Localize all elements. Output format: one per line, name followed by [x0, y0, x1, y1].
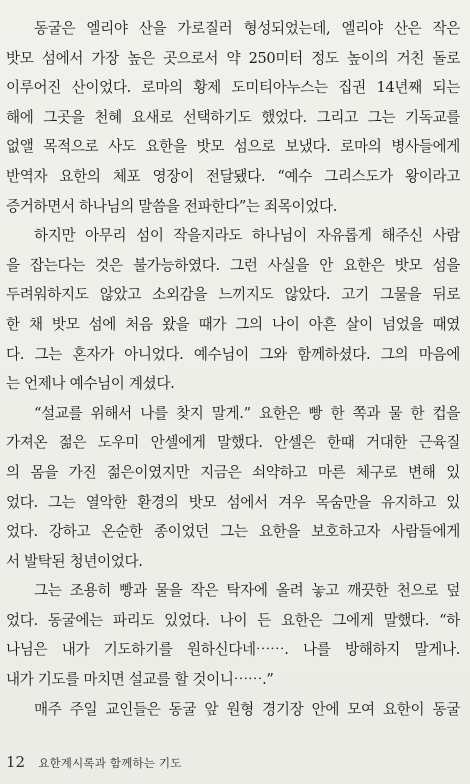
text-line: 가져온 젊은 도우미 안셀에게 말했다. 안셀은 한때 거대한 근육질: [6, 434, 460, 452]
text-line: 는 언제나 예수님이 계셨다.: [6, 375, 175, 393]
text-line: 었다. 그는 열악한 환경의 밧모 섬에서 겨우 목숨만을 유지하고 있: [6, 493, 460, 511]
page-footer: [6, 752, 182, 772]
body-text: [6, 14, 460, 724]
text-line: 밧모 섬에서 가장 높은 곳으로서 약 250미터 정도 높이의 거친 돌로: [6, 49, 460, 67]
page-number: 12: [6, 753, 26, 771]
text-line: 한 채 밧모 섬에 처음 왔을 때가 그의 나이 아흔 살이 넘었을 때였: [6, 315, 460, 333]
text-line: 반역자 요한의 체포 영장이 전달됐다. “예수 그리스도가 왕이라고: [6, 167, 460, 185]
text-line: 매주 주일 교인들은 동굴 앞 원형 경기장 안에 모여 요한이 동굴: [34, 700, 460, 718]
text-line: 없앨 목적으로 사도 요한을 밧모 섬으로 보냈다. 로마의 병사들에게: [6, 138, 460, 156]
text-line: 증거하면서 하나님의 말씀을 전파한다”는 죄목이었다.: [6, 197, 338, 215]
text-line: 내가 기도를 마치면 설교를 할 것이니⋯⋯.”: [6, 671, 274, 689]
text-line: 하지만 아무리 섬이 작을지라도 하나님이 자유롭게 해주신 사람: [34, 227, 460, 245]
text-line: 다. 그는 혼자가 아니었다. 예수님이 그와 함께하셨다. 그의 마음에: [6, 345, 460, 363]
running-title: 요한계시록과 함께하는 기도: [38, 756, 182, 770]
text-line: “설교를 위해서 나를 찾지 말게.” 요한은 빵 한 쪽과 물 한 컵을: [34, 404, 460, 422]
text-line: 그는 조용히 빵과 물을 작은 탁자에 올려 놓고 깨끗한 천으로 덮: [34, 582, 460, 600]
text-line: 나님은 내가 기도하기를 원하신다네⋯⋯. 나를 방해하지 말게나.: [6, 641, 460, 659]
text-line: 서 발탁된 청년이었다.: [6, 552, 143, 570]
text-line: 이루어진 산이었다. 로마의 황제 도미티아누스는 집권 14년째 되는: [6, 79, 460, 97]
text-line: 었다. 강하고 온순한 종이었던 그는 요한을 보호하고자 사람들에게: [6, 523, 460, 541]
text-line: 었다. 동굴에는 파리도 있었다. 나이 든 요한은 그에게 말했다. “하: [6, 611, 460, 629]
text-line: 의 몸을 가진 젊은이였지만 지금은 쇠약하고 마른 체구로 변해 있: [6, 463, 460, 481]
text-line: 을 잡는다는 것은 불가능하였다. 그런 사실을 안 요한은 밧모 섬을: [6, 256, 460, 274]
text-line: 두려워하지도 않았고 소외감을 느끼지도 않았다. 고기 그물을 뒤로: [6, 286, 460, 304]
text-line: 동굴은 엘리야 산을 가로질러 형성되었는데, 엘리야 산은 작은: [34, 20, 460, 37]
text-line: 해에 그곳을 천혜 요새로 선택하기도 했었다. 그리고 그는 기독교를: [6, 108, 460, 126]
